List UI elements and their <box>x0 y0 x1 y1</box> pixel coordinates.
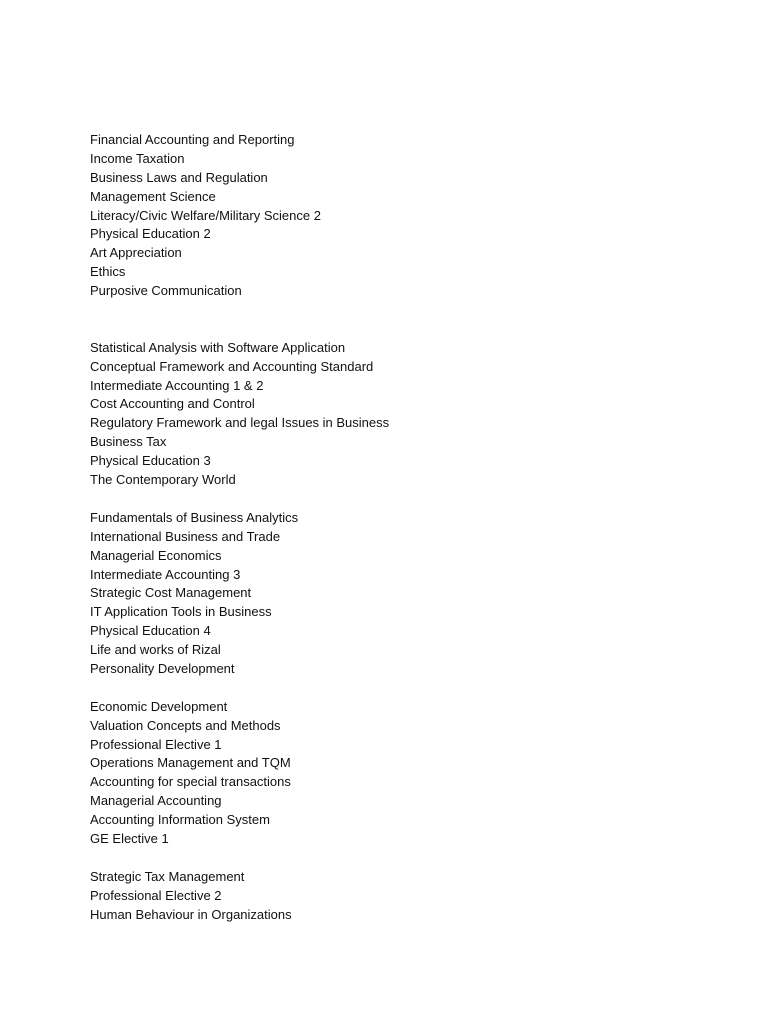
course-item: Cost Accounting and Control <box>90 396 255 412</box>
course-item: Art Appreciation <box>90 245 182 261</box>
course-item: International Business and Trade <box>90 528 281 544</box>
course-item: Income Taxation <box>90 150 185 166</box>
course-item: Managerial Accounting <box>90 793 222 809</box>
course-item: Purposive Communication <box>90 283 242 299</box>
course-item: Personality Development <box>90 660 235 676</box>
course-item: Strategic Tax Management <box>90 868 245 884</box>
course-group-5 <box>90 868 690 925</box>
course-group-4 <box>90 698 690 849</box>
course-item: Financial Accounting and Reporting <box>90 132 295 147</box>
course-item: Valuation Concepts and Methods <box>90 717 281 733</box>
course-item: Business Laws and Regulation <box>90 169 268 185</box>
course-item: IT Application Tools in Business <box>90 604 272 620</box>
course-item: Literacy/Civic Welfare/Military Science 2 <box>90 207 321 223</box>
course-item: Business Tax <box>90 434 167 450</box>
course-group-2 <box>90 339 690 490</box>
course-item: Economic Development <box>90 698 228 714</box>
course-item: Intermediate Accounting 3 <box>90 566 241 582</box>
course-item: Management Science <box>90 188 216 204</box>
course-item: Conceptual Framework and Accounting Standard <box>90 358 374 374</box>
course-item: Accounting for special transactions <box>90 774 291 790</box>
course-group-3 <box>90 509 690 679</box>
course-item: Physical Education 3 <box>90 453 211 469</box>
course-group-1 <box>90 131 690 301</box>
course-item: Professional Elective 1 <box>90 736 222 752</box>
course-item: The Contemporary World <box>90 472 236 488</box>
course-item: Strategic Cost Management <box>90 585 252 601</box>
course-item: Physical Education 2 <box>90 226 211 242</box>
course-list <box>90 131 690 924</box>
course-item: Physical Education 4 <box>90 623 211 639</box>
course-item: Intermediate Accounting 1 & 2 <box>90 377 264 393</box>
course-item: Professional Elective 2 <box>90 887 222 903</box>
course-item: Life and works of Rizal <box>90 642 221 658</box>
course-item: Ethics <box>90 264 126 280</box>
course-item: Managerial Economics <box>90 547 222 563</box>
course-item: Regulatory Framework and legal Issues in Business <box>90 415 390 431</box>
course-item: Fundamentals of Business Analytics <box>90 509 299 525</box>
course-item: Operations Management and TQM <box>90 755 291 771</box>
course-item: Statistical Analysis with Software Application <box>90 339 346 355</box>
course-item: Accounting Information System <box>90 812 270 828</box>
course-item: Human Behaviour in Organizations <box>90 906 292 922</box>
course-item: GE Elective 1 <box>90 830 169 846</box>
